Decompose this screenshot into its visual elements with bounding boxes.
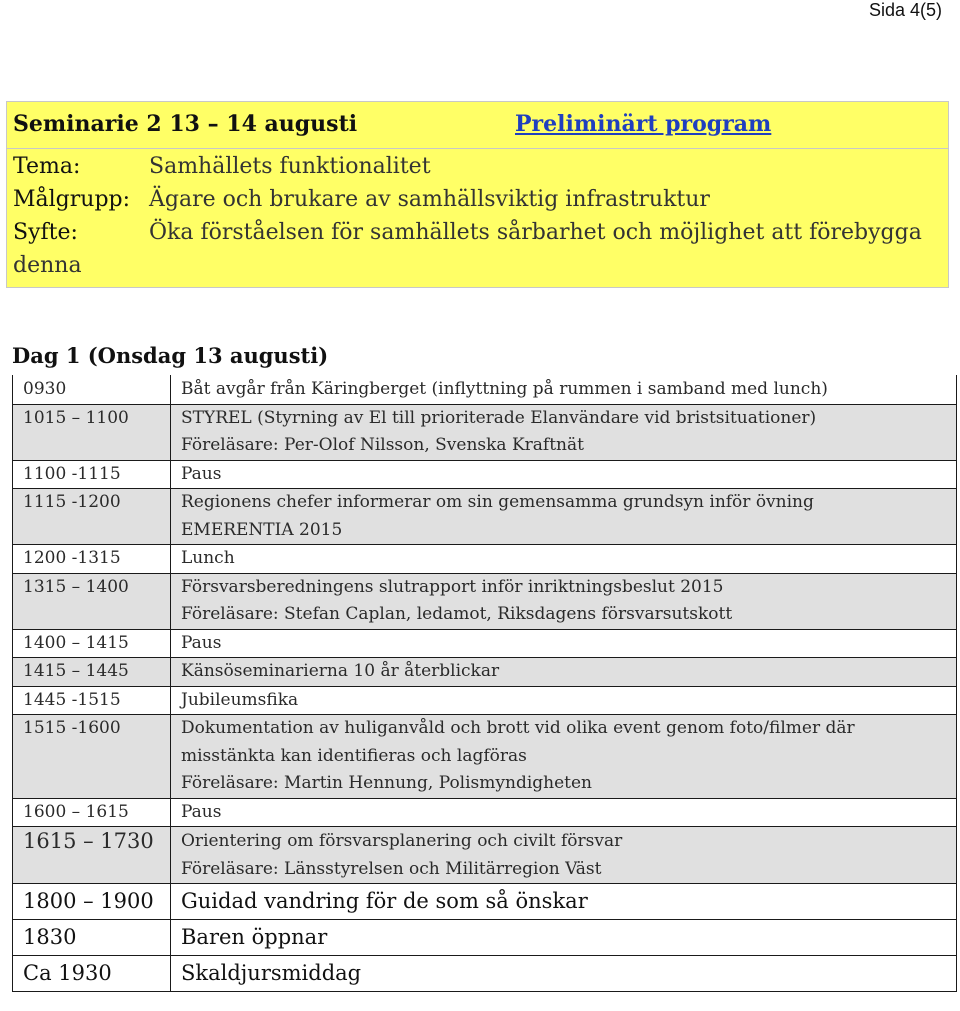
- schedule-row: [13, 884, 957, 920]
- schedule-row: [13, 375, 957, 404]
- schedule-description: [171, 798, 957, 827]
- schedule-description-line: EMERENTIA 2015: [181, 519, 343, 540]
- schedule-description-line: Guidad vandring för de som så önskar: [181, 889, 588, 913]
- schedule-time: 1600 – 1615: [13, 798, 171, 827]
- schedule-description-line: Föreläsare: Länsstyrelsen och Militärregion Väst: [181, 858, 602, 879]
- schedule-description-line: Dokumentation av huliganvåld och brott vid olika event genom foto/filmer där: [181, 718, 855, 738]
- schedule-table: [12, 375, 957, 992]
- tema-label: Tema:: [13, 154, 81, 179]
- schedule-description: [171, 404, 957, 460]
- schedule-description-line: Paus: [181, 801, 222, 822]
- seminar-title: Seminarie 2 13 – 14 augusti: [13, 111, 358, 137]
- schedule-row: [13, 827, 957, 884]
- schedule-description-line: Lunch: [181, 548, 235, 568]
- schedule-description-line: STYREL (Styrning av El till prioriterade Elanvändare vid bristsituationer): [181, 407, 817, 428]
- schedule-description-line: Paus: [181, 632, 222, 653]
- malgrupp-value: Ägare och brukare av samhällsviktig infrastruktur: [149, 187, 710, 212]
- schedule-description-line: Regionens chefer informerar om sin gemensamma grundsyn inför övning: [181, 492, 814, 512]
- schedule-time: 1400 – 1415: [13, 629, 171, 658]
- schedule-description: [171, 658, 957, 687]
- schedule-description: [171, 956, 957, 992]
- schedule-row: [13, 404, 957, 460]
- schedule-description: [171, 686, 957, 715]
- schedule-description: [171, 489, 957, 545]
- schedule-time: 1615 – 1730: [13, 827, 171, 884]
- schedule-description-line: Baren öppnar: [181, 925, 328, 949]
- schedule-description-line: Paus: [181, 463, 222, 484]
- syfte-value: Öka förståelsen för samhällets sårbarhet och möjlighet att förebygga: [149, 220, 922, 245]
- malgrupp-label: Målgrupp:: [13, 187, 131, 212]
- schedule-description: [171, 460, 957, 489]
- schedule-time: 1445 -1515: [13, 686, 171, 715]
- schedule-description-line: Skaldjursmiddag: [181, 961, 362, 985]
- schedule-description-line: Försvarsberedningens slutrapport inför inriktningsbeslut 2015: [181, 576, 724, 597]
- schedule-row: [13, 573, 957, 629]
- schedule-description: [171, 715, 957, 799]
- header-title-row: [7, 102, 948, 149]
- schedule-time: Ca 1930: [13, 956, 171, 992]
- syfte-row: [13, 220, 922, 245]
- schedule-row: [13, 956, 957, 992]
- schedule-row: [13, 920, 957, 956]
- schedule-description-line: Känsöseminarierna 10 år återblickar: [181, 661, 500, 681]
- schedule-description: [171, 920, 957, 956]
- schedule-time: 1830: [13, 920, 171, 956]
- schedule-row: [13, 798, 957, 827]
- schedule-row: [13, 489, 957, 545]
- tema-value: Samhällets funktionalitet: [149, 154, 431, 179]
- schedule-time: 1200 -1315: [13, 545, 171, 574]
- schedule-description-line: Föreläsare: Stefan Caplan, ledamot, Riksdagens försvarsutskott: [181, 604, 733, 624]
- schedule-time: 1515 -1600: [13, 715, 171, 799]
- tema-row: [13, 154, 431, 179]
- schedule-description: [171, 884, 957, 920]
- schedule-description-line: Båt avgår från Käringberget (inflyttning på rummen i samband med lunch): [181, 379, 828, 399]
- schedule-row: [13, 658, 957, 687]
- schedule-description: [171, 629, 957, 658]
- schedule-row: [13, 545, 957, 574]
- schedule-description: [171, 827, 957, 884]
- schedule-description-line: Orientering om försvarsplanering och civilt försvar: [181, 831, 623, 851]
- schedule-description: [171, 573, 957, 629]
- schedule-time: 1100 -1115: [13, 460, 171, 489]
- page-number: Sida 4(5): [868, 0, 942, 20]
- schedule-row: [13, 460, 957, 489]
- malgrupp-row: [13, 187, 710, 212]
- schedule-description-line: Föreläsare: Per-Olof Nilsson, Svenska Kraftnät: [181, 435, 584, 455]
- schedule-description-line: Jubileumsfika: [181, 689, 299, 710]
- schedule-time: 1115 -1200: [13, 489, 171, 545]
- syfte-continuation: [13, 253, 82, 278]
- schedule-time: 1015 – 1100: [13, 404, 171, 460]
- schedule-description-line: Föreläsare: Martin Hennung, Polismyndigheten: [181, 773, 593, 793]
- syfte-value-cont: denna: [13, 253, 82, 278]
- schedule-description: [171, 375, 957, 404]
- schedule-row: [13, 715, 957, 799]
- seminar-header-box: [6, 101, 949, 288]
- schedule-time: 1800 – 1900: [13, 884, 171, 920]
- schedule-description: [171, 545, 957, 574]
- schedule-time: 1415 – 1445: [13, 658, 171, 687]
- schedule-time: 0930: [13, 375, 171, 404]
- preliminary-program-link[interactable]: Preliminärt program: [515, 111, 772, 137]
- schedule-row: [13, 686, 957, 715]
- schedule-time: 1315 – 1400: [13, 573, 171, 629]
- schedule-description-line: misstänkta kan identifieras och lagföras: [181, 745, 527, 766]
- schedule-row: [13, 629, 957, 658]
- syfte-label: Syfte:: [13, 220, 78, 245]
- day-heading: Dag 1 (Onsdag 13 augusti): [12, 343, 329, 368]
